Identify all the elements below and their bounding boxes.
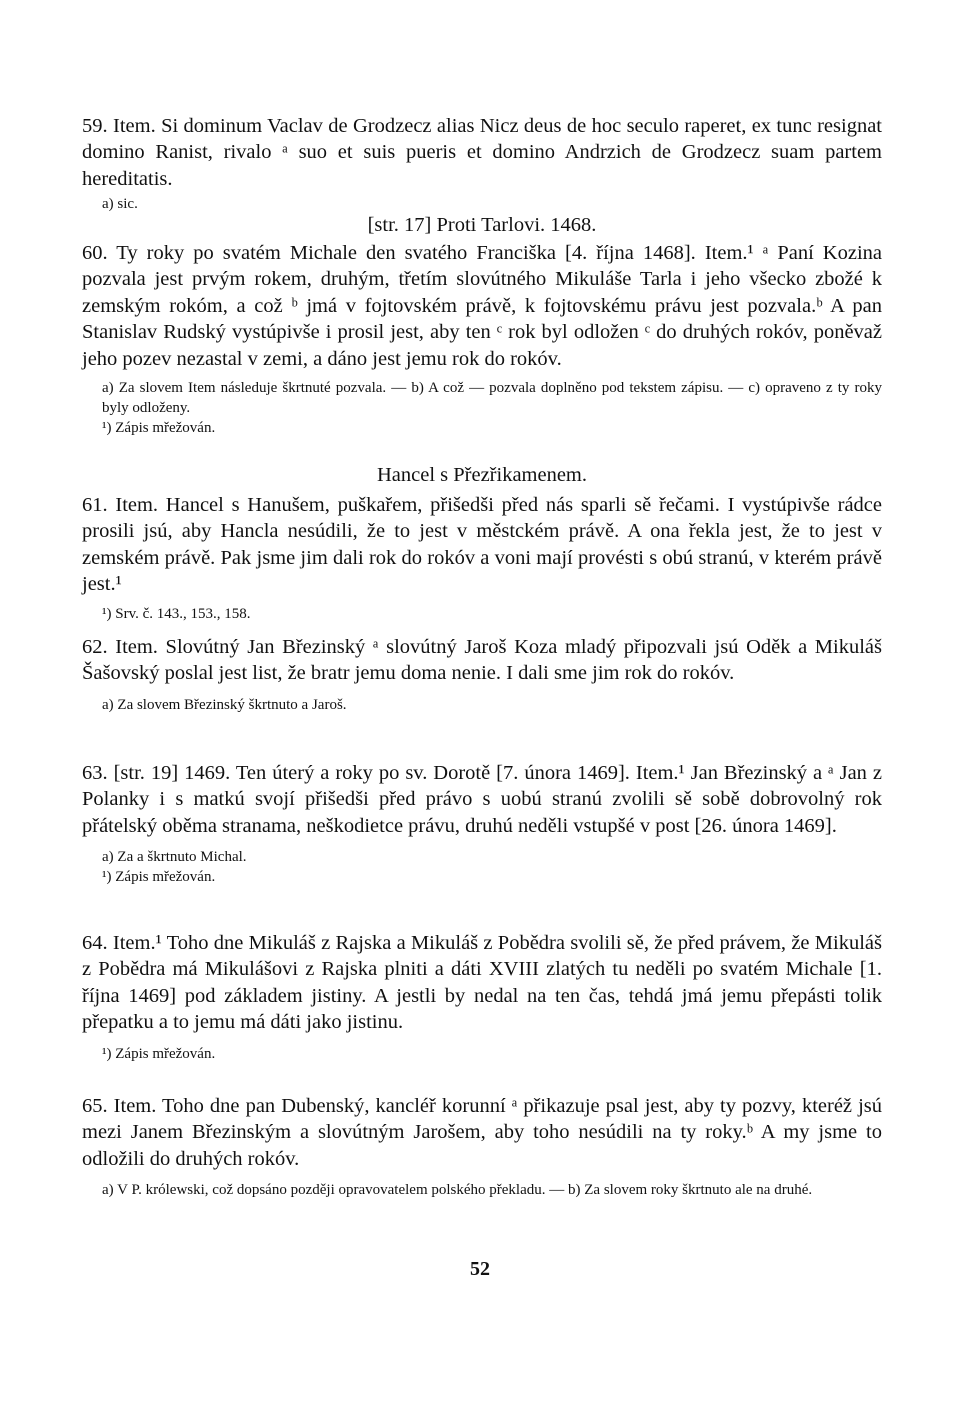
- entry-64-footnote-1: ¹) Zápis mřežován.: [102, 1045, 216, 1062]
- entry-60-text: 60. Ty roky po svatém Michale den svatého Franciška [4. října 1468]. Item.¹ ᵃ Paní Kozina pozvala jest prvým rokem, druhým, třetím slovútného Mikuláše Tarla i jeho všecko zbožé k zemským rokóm, a což ᵇ jmá v fojtovském právě, k fojtovskému právu jest pozvala.ᵇ A pan Stanislav Rudský vystúpivše i prosil jest, aby ten ᶜ rok byl odložen ᶜ do druhých rokóv, poněvaž jeho pozev nezastal v zemi, a dáno jest jemu rok do rokóv.: [82, 242, 882, 370]
- entry-59-footnote-a: a) sic.: [102, 196, 138, 213]
- entry-65-footnote-ab: a) V P. królewski, což dopsáno později opravovatelem polského překladu. — b) Za slovem roky škrtnuto ale na druhé.: [102, 1182, 813, 1199]
- entry-61-heading: Hancel s Přezřikamenem.: [376, 464, 588, 486]
- entry-60-heading: [str. 17] Proti Tarlovi. 1468.: [367, 214, 597, 236]
- entry-60-footnote-abc: a) Za slovem Item následuje škrtnuté pozvala. — b) A což — pozvala doplněno pod tekstem zápisu. — c) opraveno z ty roky byly odloženy.: [102, 380, 882, 417]
- entry-64-text: 64. Item.¹ Toho dne Mikuláš z Rajska a Mikuláš z Pobědra svolili sě, že před právem, že Mikuláš z Pobědra má Mikulášovi z Rajska plniti a dáti XVIII zlatých tu neděli po svatém Michale [1. října 1469] pod základem jistiny. A jestli by nedal na ten čas, tehdá jmá jemu přepásti tolik přepatku a to jemu má dáti jako jistinu.: [82, 932, 882, 1034]
- entry-63: [82, 760, 882, 887]
- entry-62: [82, 634, 882, 715]
- entry-62-text: 62. Item. Slovútný Jan Březinský ᵃ slovútný Jaroš Koza mladý připozvali jsú Oděk a Mikuláš Šašovský poslal jest list, že bratr jemu doma nenie. I dali sme jim rok do rokóv.: [82, 636, 882, 685]
- entry-65: [82, 1093, 882, 1200]
- page-number: 52: [470, 1258, 490, 1280]
- entry-63-footnote-a: a) Za a škrtnuto Michal.: [102, 849, 247, 866]
- entry-61-text: 61. Item. Hancel s Hanušem, puškařem, přišedši před nás sparli sě řečami. I vystúpivše rádce prosili jsú, aby Hancla nesúdili, že to jest v městckém právě. A ona řekla jest, že to jest v zemském právě. Pak jsme jim dali rok do rokóv a voni mají provésti s obú stranú, v kterém právě jest.¹: [82, 494, 882, 596]
- entry-60-footnote-1: ¹) Zápis mřežován.: [102, 420, 216, 437]
- entry-63-text: 63. [str. 19] 1469. Ten úterý a roky po sv. Dorotě [7. února 1469]. Item.¹ Jan Březinský a ᵃ Jan z Polanky i s matkú svojí přišedši před právo s uobú stranú zvolili sě sobě dobrovolný rok přátelský oběma stranama, neškodietce právu, druhú neděli vstupšé v post [26. února 1469].: [82, 762, 882, 837]
- entry-61: [82, 492, 882, 624]
- entry-65-text: 65. Item. Toho dne pan Dubenský, kancléř korunní ᵃ přikazuje psal jest, aby ty pozvy, kteréž jsú mezi Janem Březinským a slovútným Jarošem, aby toho nesúdili na ty roky.ᵇ A my jsme to odložili do druhých rokóv.: [82, 1095, 882, 1170]
- entry-64: [82, 930, 882, 1064]
- entry-59-text: 59. Item. Si dominum Vaclav de Grodzecz alias Nicz deus de hoc seculo raperet, ex tunc resignat domino Ranist, rivalo ᵃ suo et suis pueris et domino Andrzich de Grodzecz suam partem hereditatis.: [82, 115, 882, 190]
- entry-61-footnote-1: ¹) Srv. č. 143., 153., 158.: [102, 605, 251, 622]
- entry-61-heading-wrap: [82, 462, 882, 488]
- entry-59: [82, 113, 882, 214]
- entry-60-heading-wrap: [82, 212, 882, 238]
- entry-63-footnote-1: ¹) Zápis mřežován.: [102, 869, 216, 886]
- entry-62-footnote-a: a) Za slovem Březinský škrtnuto a Jaroš.: [102, 696, 347, 713]
- entry-60: [82, 240, 882, 438]
